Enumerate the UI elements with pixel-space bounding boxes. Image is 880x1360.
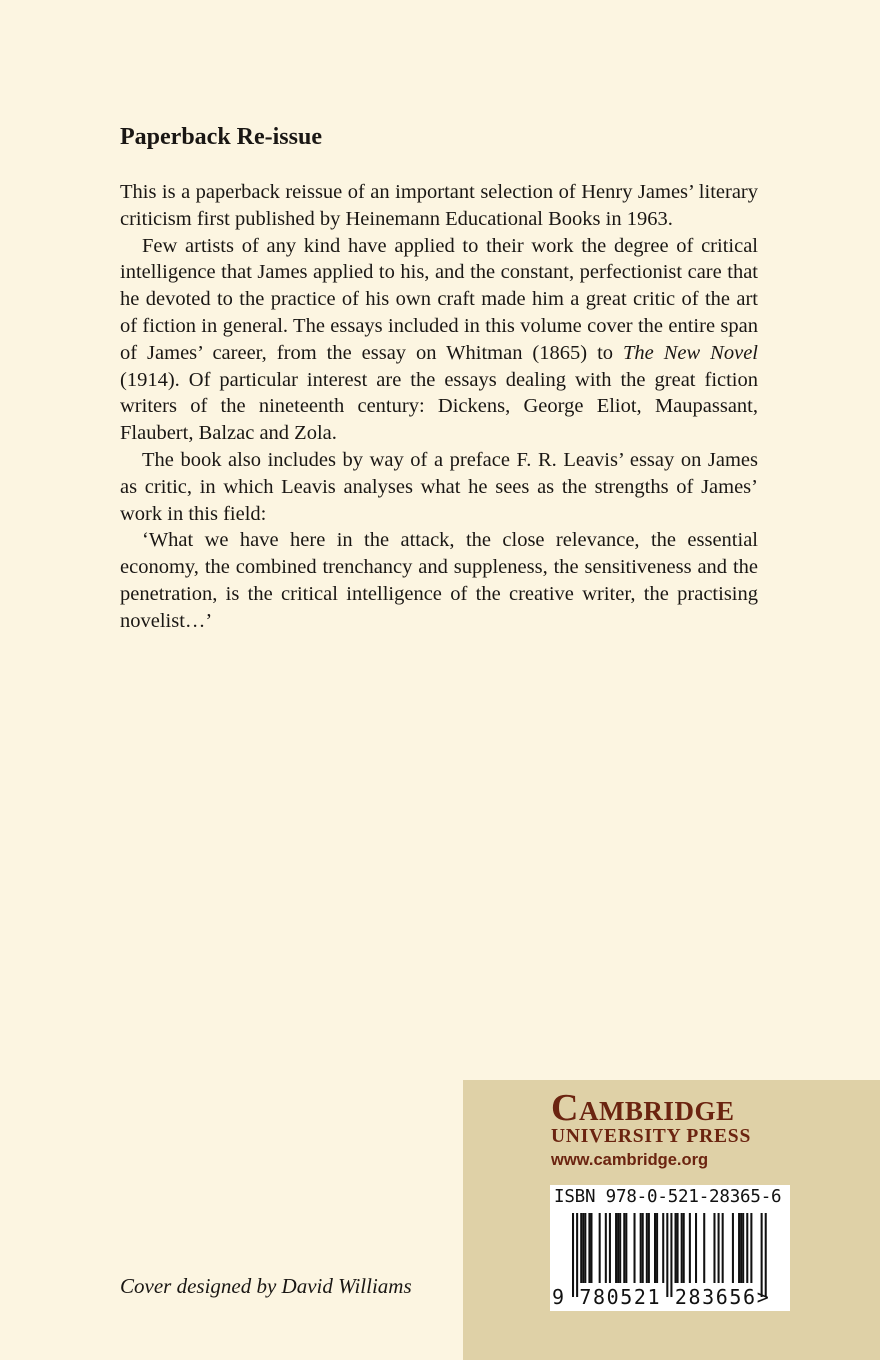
barcode-box: [550, 1185, 790, 1311]
barcode-bar: [683, 1213, 685, 1283]
paragraph-2-part-1: Few artists of any kind have applied to their work the degree of critical intelligence that James applied to his, and the constant, perfectionist care that he devoted to the practice of his own craft made him a great critic of the art of fiction in general. The essays included in this volume cover the entire span of James’ career, from the essay on Whitman (1865) to: [120, 234, 758, 364]
barcode-bar: [609, 1213, 611, 1283]
publisher-logo-subname: UNIVERSITY PRESS: [551, 1126, 752, 1147]
barcode-bar: [742, 1213, 744, 1283]
barcode-bar: [623, 1213, 625, 1283]
barcode-bar: [642, 1213, 644, 1283]
barcode-bar: [656, 1213, 658, 1283]
barcode-right-digits: 283656: [674, 1285, 757, 1309]
paragraph-3: The book also includes by way of a preface F. R. Leavis’ essay on James as critic, in which Leavis analyses what he sees as the strengths of James’ work in this field:: [120, 448, 758, 525]
barcode-left-digits: 780521: [579, 1285, 662, 1309]
barcode-bar: [718, 1213, 720, 1283]
barcode-bar: [675, 1213, 677, 1283]
paragraph-2: [120, 233, 758, 447]
barcode-bar: [750, 1213, 752, 1283]
blurb-text: [120, 179, 758, 635]
barcode-bar: [713, 1213, 715, 1283]
barcode-bar: [703, 1213, 705, 1283]
barcode-bar: [617, 1213, 619, 1283]
barcode-bar: [746, 1213, 748, 1283]
barcode-bar: [695, 1213, 697, 1283]
barcode-bar: [584, 1213, 586, 1283]
barcode-bar: [740, 1213, 742, 1283]
section-heading: Paperback Re-issue: [120, 124, 322, 150]
barcode-bar: [580, 1213, 582, 1283]
barcode-bar: [588, 1213, 590, 1283]
paragraph-1: This is a paperback reissue of an important selection of Henry James’ literary criticism first published by Heinemann Educational Books in 1963.: [120, 181, 758, 230]
publisher-panel: [463, 1080, 880, 1360]
barcode-bar: [615, 1213, 617, 1283]
barcode-bar: [648, 1213, 650, 1283]
cover-credit: Cover designed by David Williams: [120, 1274, 412, 1298]
barcode-bar: [605, 1213, 607, 1283]
publisher-url: www.cambridge.org: [551, 1151, 709, 1169]
barcode-bar: [662, 1213, 664, 1283]
barcode-bar: [599, 1213, 601, 1283]
barcode-bar: [738, 1213, 740, 1283]
barcode-bar: [722, 1213, 724, 1283]
barcode-arrow: >: [756, 1285, 771, 1309]
book-title-new-novel: The New Novel: [623, 341, 758, 364]
barcode-bar: [732, 1213, 734, 1283]
barcode-bar: [689, 1213, 691, 1283]
isbn-label: ISBN 978-0-521-28365-6: [554, 1187, 782, 1207]
leavis-quote: ‘What we have here in the attack, the close relevance, the essential economy, the combined trenchancy and suppleness, the sensitiveness and the penetration, is the critical intelligence of the creative writer, the practising novelist…’: [120, 529, 758, 632]
barcode-bar: [619, 1213, 621, 1283]
barcode-bar: [582, 1213, 584, 1283]
paragraph-2-part-2: (1914). Of particular interest are the essays dealing with the great fiction writers of the nineteenth century: Dickens, George Eliot, Maupassant, Flaubert, Balzac and Zola.: [120, 368, 758, 445]
barcode-bar: [646, 1213, 648, 1283]
barcode-bar: [654, 1213, 656, 1283]
barcode-bar: [640, 1213, 642, 1283]
barcode-bar: [625, 1213, 627, 1283]
barcode-digits: [552, 1285, 770, 1309]
barcode-bar: [590, 1213, 592, 1283]
barcode-first-digit: 9: [552, 1285, 566, 1309]
barcode-bar: [677, 1213, 679, 1283]
barcode-bar: [681, 1213, 683, 1283]
publisher-logo-name: Cambridge: [551, 1087, 735, 1129]
barcode-bar: [634, 1213, 636, 1283]
